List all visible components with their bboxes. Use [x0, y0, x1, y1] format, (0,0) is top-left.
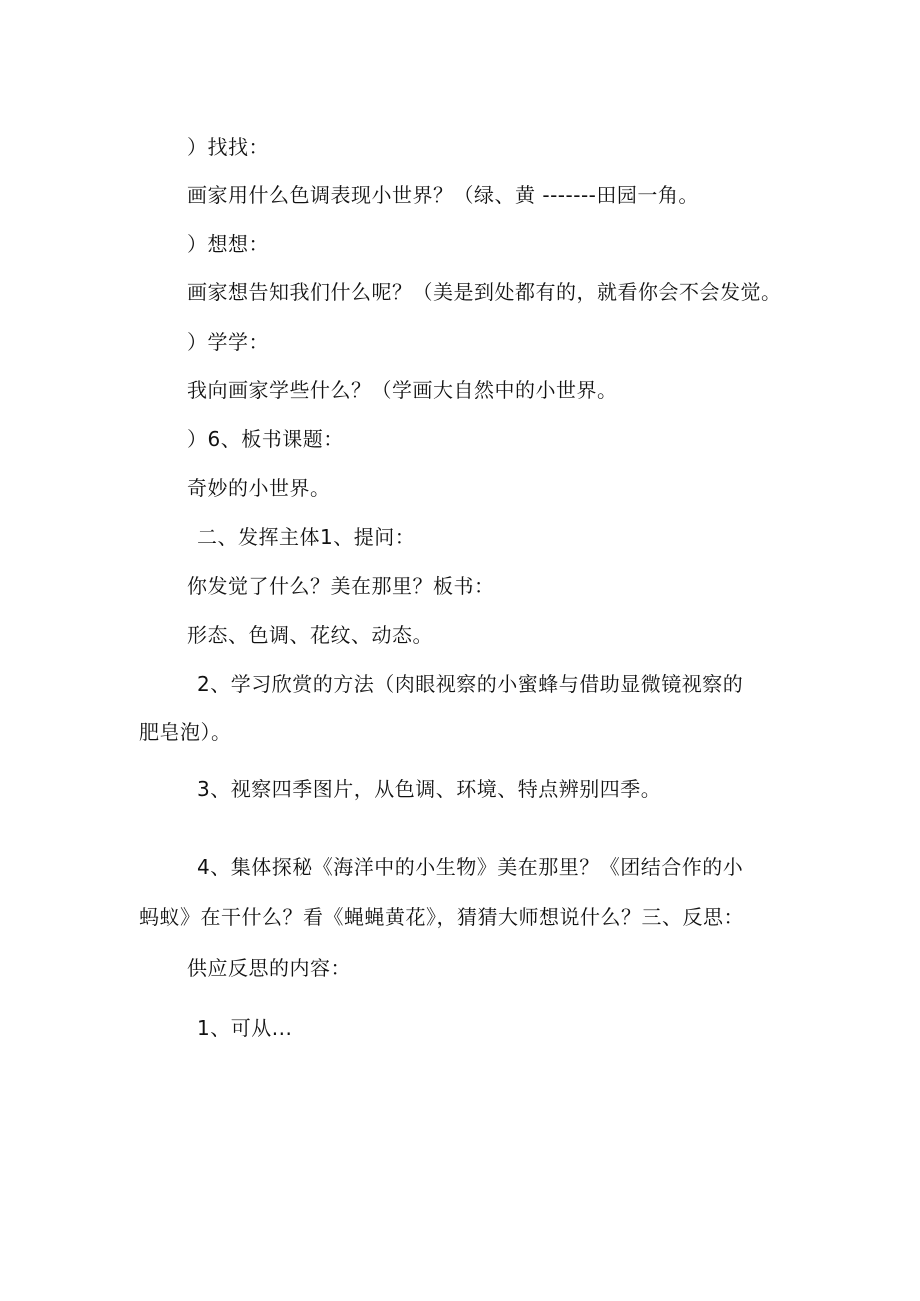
section-learn-heading: ）学学： [187, 330, 269, 354]
question-colors-line: 画家用什么色调表现小世界？（绿、黄 -------田园一角。 [187, 183, 699, 207]
board-title-heading: ）6、板书课题： [187, 427, 344, 451]
item-four-continuation: 蚂蚁》在干什么？看《蝇蝇黄花》，猜猜大师想说什么？三、反思： [139, 905, 744, 929]
lesson-title-line: 奇妙的小世界。 [187, 476, 331, 500]
section-find-heading: ）找找： [187, 135, 269, 159]
item-three-line: 3、视察四季图片，从色调、环境、特点辨别四季。 [197, 777, 662, 801]
part-two-heading: 二、发挥主体1、提问： [197, 525, 416, 549]
question-learn-line: 我向画家学些什么？（学画大自然中的小世界。 [187, 378, 618, 402]
item-one-line: 1、可从... [197, 1016, 293, 1040]
item-four-line: 4、集体探秘《海洋中的小生物》美在那里？《团结合作的小 [197, 855, 744, 879]
discovery-question-line: 你发觉了什么？美在那里？板书： [187, 574, 495, 598]
question-meaning-line: 画家想告知我们什么呢？（美是到处都有的，就看你会不会发觉。 [187, 280, 782, 304]
board-items-line: 形态、色调、花纹、动态。 [187, 623, 433, 647]
reflection-content-line: 供应反思的内容： [187, 956, 351, 980]
section-think-heading: ）想想： [187, 232, 269, 256]
item-two-line: 2、学习欣赏的方法（肉眼视察的小蜜蜂与借助显微镜视察的 [197, 672, 744, 696]
item-two-continuation: 肥皂泡）。 [139, 720, 232, 744]
